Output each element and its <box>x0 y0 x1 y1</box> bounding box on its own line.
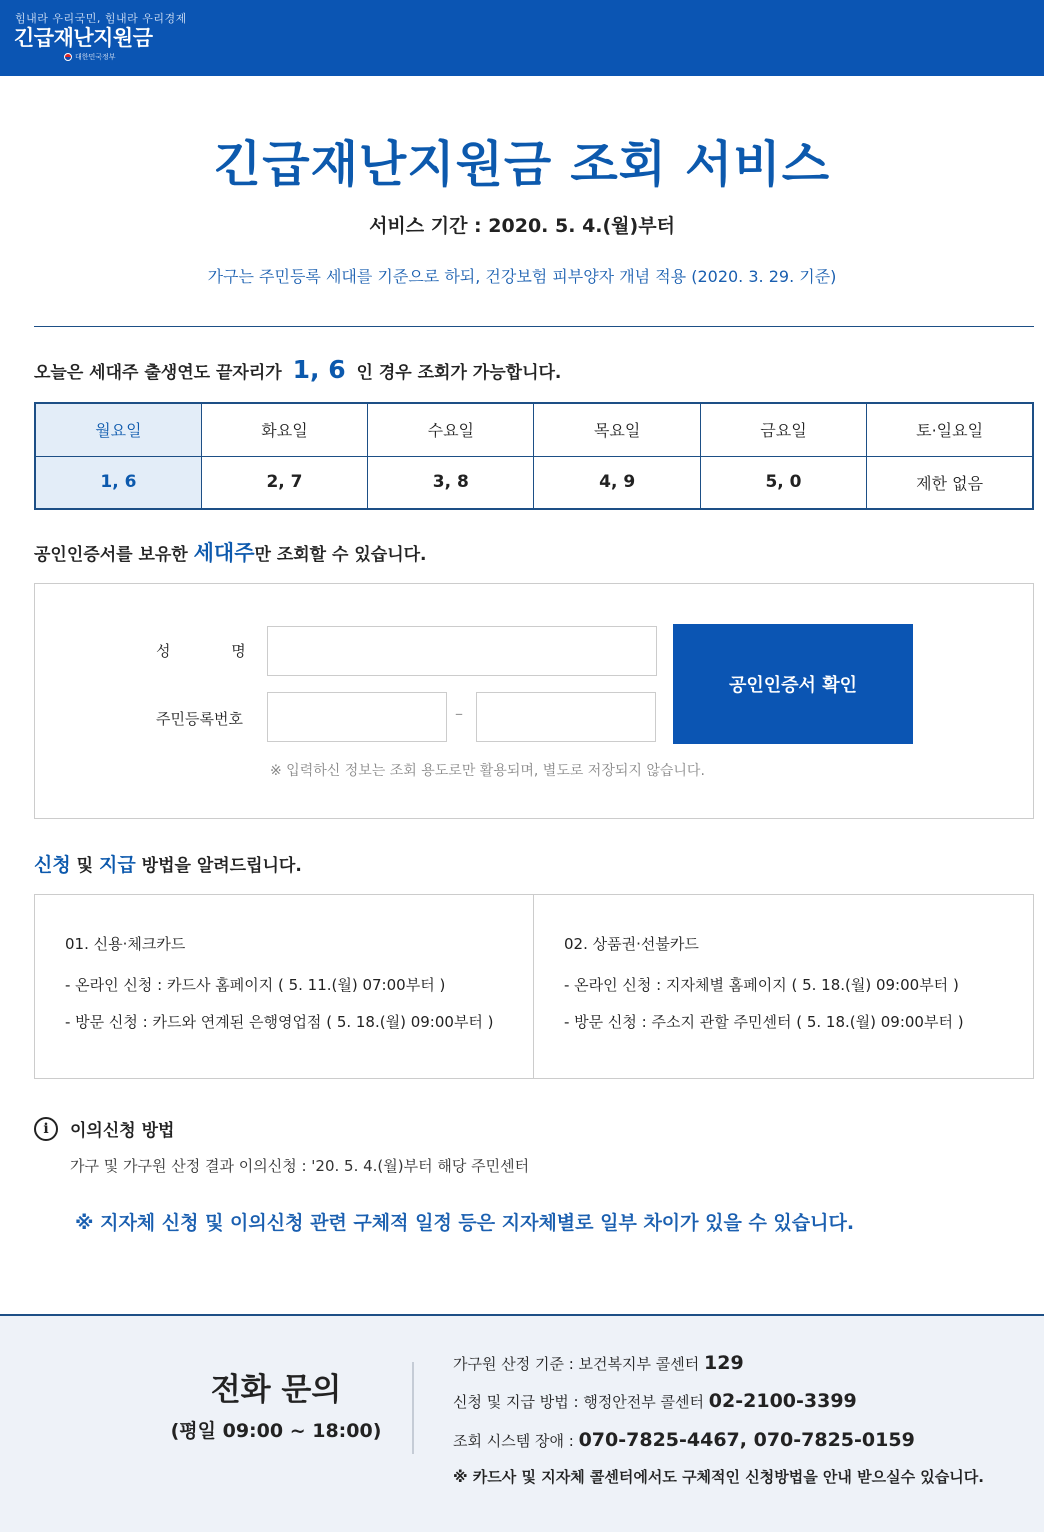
rrn-front-input[interactable] <box>267 692 447 742</box>
name-label <box>156 640 246 661</box>
digits-cell-monday: 1, 6 <box>35 456 201 509</box>
voucher-visit: - 방문 신청 : 주소지 관할 주민센터 ( 5. 18.(월) 09:00부터 ) <box>564 1013 964 1031</box>
day-cell-friday: 금요일 <box>700 403 866 456</box>
welfare-label: 가구원 산정 기준 : 보건복지부 콜센터 <box>453 1355 700 1373</box>
digits-cell-friday: 5, 0 <box>700 456 866 509</box>
site-logo[interactable]: 긴급재난지원금 <box>14 26 153 50</box>
info-icon: i <box>34 1117 58 1141</box>
lookup-form <box>34 583 1034 819</box>
certificate-note <box>34 537 427 567</box>
household-note: 가구는 주민등록 세대를 기준으로 하되, 건강보험 피부양자 개념 적용 (2020. 3. 29. 기준) <box>207 267 837 286</box>
phone-hours: (평일 09:00 ~ 18:00) <box>170 1420 382 1442</box>
mois-number: 02-2100-3399 <box>708 1390 857 1412</box>
card-online: - 온라인 신청 : 카드사 홈페이지 ( 5. 11.(월) 07:00부터 ) <box>65 976 446 994</box>
today-notice <box>34 355 561 384</box>
cert-note-emphasis: 세대주 <box>193 541 255 565</box>
today-prefix: 오늘은 세대주 출생연도 끝자리가 <box>34 363 282 383</box>
digits-cell-thursday: 4, 9 <box>534 456 700 509</box>
certificate-check-button[interactable]: 공인인증서 확인 <box>673 624 913 744</box>
today-digits: 1, 6 <box>292 355 346 384</box>
voucher-online: - 온라인 신청 : 지자체별 홈페이지 ( 5. 18.(월) 09:00부터 ) <box>564 976 959 994</box>
contact-line-system <box>453 1429 915 1451</box>
methods-box <box>34 894 1034 1079</box>
rrn-back-input[interactable] <box>476 692 656 742</box>
service-period <box>0 211 1044 238</box>
gov-name: 대한민국정부 <box>75 53 116 61</box>
heading-apply: 신청 <box>34 854 71 876</box>
period-label: 서비스 기간 : <box>369 215 482 237</box>
rrn-dash: – <box>455 704 463 723</box>
slogan: 힘내라 우리국민, 힘내라 우리경제 <box>15 12 187 25</box>
voucher-method-title: 02. 상품권·선불카드 <box>564 935 699 953</box>
contact-line-welfare <box>453 1352 744 1374</box>
top-banner <box>0 0 1044 76</box>
cert-note-suffix: 만 조회할 수 있습니다. <box>254 545 427 565</box>
cert-note-prefix: 공인인증서를 보유한 <box>34 545 188 565</box>
day-cell-monday: 월요일 <box>35 403 201 456</box>
name-input[interactable] <box>267 626 657 676</box>
system-number: 070-7825-4467, 070-7825-0159 <box>578 1429 915 1451</box>
card-visit: - 방문 신청 : 카드와 연계된 은행영업점 ( 5. 18.(월) 09:00부터 ) <box>65 1013 494 1031</box>
day-cell-tuesday: 화요일 <box>201 403 367 456</box>
day-cell-thursday: 목요일 <box>534 403 700 456</box>
voucher-method <box>534 895 1033 1078</box>
footer-divider <box>412 1362 414 1454</box>
card-method-title: 01. 신용·체크카드 <box>65 935 186 953</box>
mois-label: 신청 및 지급 방법 : 행정안전부 콜센터 <box>453 1393 705 1411</box>
table-header-row <box>35 403 1033 456</box>
period-value: 2020. 5. 4.(월)부터 <box>488 215 675 237</box>
local-gov-warning: ※ 지자체 신청 및 이의신청 관련 구체적 일정 등은 지자체별로 일부 차이가 있을 수 있습니다. <box>75 1212 855 1234</box>
table-row <box>35 456 1033 509</box>
methods-heading <box>34 850 302 877</box>
contact-footer <box>0 1314 1044 1532</box>
digits-cell-tuesday: 2, 7 <box>201 456 367 509</box>
rrn-label: 주민등록번호 <box>156 710 243 728</box>
objection-text: 가구 및 가구원 산정 결과 이의신청 : '20. 5. 4.(월)부터 해당 주민센터 <box>70 1157 530 1175</box>
digits-cell-wednesday: 3, 8 <box>368 456 534 509</box>
day-cell-weekend: 토·일요일 <box>867 403 1033 456</box>
heading-and: 및 <box>76 856 94 876</box>
heading-pay: 지급 <box>99 854 136 876</box>
today-suffix: 인 경우 조회가 가능합니다. <box>356 363 562 383</box>
page-title: 긴급재난지원금 조회 서비스 <box>213 136 831 193</box>
name-label-second: 명 <box>231 642 246 660</box>
objection-heading <box>34 1116 174 1141</box>
contact-note: ※ 카드사 및 지자체 콜센터에서도 구체적인 신청방법을 안내 받으실수 있습니다. <box>453 1468 984 1486</box>
objection-title: 이의신청 방법 <box>70 1121 175 1141</box>
gov-logo <box>64 52 116 62</box>
heading-suffix: 방법을 알려드립니다. <box>141 856 302 876</box>
taegeuk-icon <box>64 53 72 61</box>
name-label-first: 성 <box>156 642 171 660</box>
divider <box>34 326 1034 327</box>
privacy-note: ※ 입력하신 정보는 조회 용도로만 활용되며, 별도로 저장되지 않습니다. <box>270 763 705 779</box>
welfare-number: 129 <box>704 1352 744 1374</box>
digits-cell-weekend: 제한 없음 <box>867 456 1033 509</box>
phone-title: 전화 문의 <box>210 1372 342 1408</box>
system-label: 조회 시스템 장애 : <box>453 1432 574 1450</box>
day-cell-wednesday: 수요일 <box>368 403 534 456</box>
card-method <box>35 895 534 1078</box>
contact-line-mois <box>453 1390 857 1412</box>
schedule-table <box>34 402 1034 510</box>
